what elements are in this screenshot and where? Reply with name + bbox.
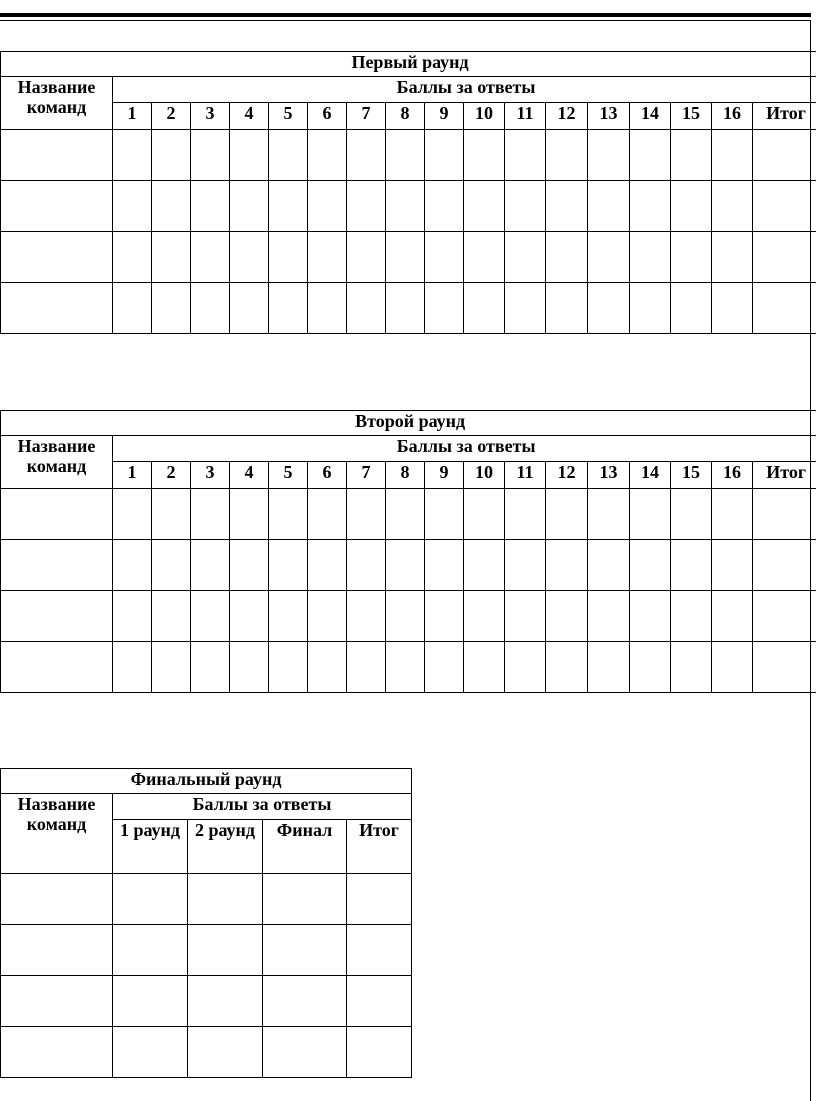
score-cell[interactable]	[269, 591, 308, 642]
col-header: 16	[712, 462, 753, 489]
score-cell[interactable]	[308, 283, 347, 334]
score-cell[interactable]	[308, 642, 347, 693]
score-cell[interactable]	[347, 642, 386, 693]
score-cell[interactable]	[347, 283, 386, 334]
final-round-title: Финальный раунд	[1, 769, 412, 794]
col-header: 11	[505, 103, 546, 130]
score-cell[interactable]	[630, 540, 671, 591]
col-header-round-2: 2 раунд	[188, 820, 263, 874]
col-header: 2	[152, 462, 191, 489]
score-cell[interactable]	[712, 591, 753, 642]
score-cell[interactable]	[546, 232, 588, 283]
score-cell[interactable]	[712, 489, 753, 540]
score-cell[interactable]	[425, 283, 464, 334]
score-cell[interactable]	[230, 642, 269, 693]
score-cell[interactable]	[425, 232, 464, 283]
score-cell[interactable]	[464, 232, 505, 283]
score-cell[interactable]	[230, 283, 269, 334]
col-header-total: Итог	[347, 820, 412, 874]
score-cell[interactable]	[230, 591, 269, 642]
score-cell[interactable]	[113, 232, 152, 283]
score-cell[interactable]	[188, 874, 263, 925]
score-cell[interactable]	[505, 540, 546, 591]
score-cell[interactable]	[308, 591, 347, 642]
score-cell[interactable]	[464, 283, 505, 334]
score-cell[interactable]	[671, 130, 712, 181]
score-cell[interactable]	[263, 976, 347, 1027]
team-cell[interactable]	[1, 874, 113, 925]
round-1-table	[0, 51, 816, 334]
top-rule-thin	[0, 20, 811, 21]
score-cell[interactable]	[671, 181, 712, 232]
score-cell[interactable]	[152, 591, 191, 642]
score-cell[interactable]	[671, 591, 712, 642]
score-cell[interactable]	[464, 181, 505, 232]
score-cell[interactable]	[152, 283, 191, 334]
col-header: 6	[308, 103, 347, 130]
score-cell[interactable]	[191, 591, 230, 642]
col-header: 12	[546, 462, 588, 489]
score-cell[interactable]	[546, 283, 588, 334]
col-header: 7	[347, 103, 386, 130]
score-cell[interactable]	[113, 181, 152, 232]
score-cell[interactable]	[425, 489, 464, 540]
score-cell[interactable]	[712, 283, 753, 334]
score-cell[interactable]	[269, 540, 308, 591]
score-cell[interactable]	[191, 232, 230, 283]
score-cell[interactable]	[588, 181, 630, 232]
score-cell[interactable]	[425, 642, 464, 693]
score-cell[interactable]	[230, 540, 269, 591]
score-cell[interactable]	[152, 130, 191, 181]
col-header: 13	[588, 462, 630, 489]
score-cell[interactable]	[308, 181, 347, 232]
col-header: 3	[191, 462, 230, 489]
score-cell[interactable]	[308, 540, 347, 591]
score-cell[interactable]	[546, 489, 588, 540]
round-2-title: Второй раунд	[1, 411, 816, 436]
col-header: 1	[113, 103, 152, 130]
score-cell[interactable]	[671, 642, 712, 693]
score-cell[interactable]	[188, 925, 263, 976]
score-cell[interactable]	[505, 489, 546, 540]
score-cell[interactable]	[505, 232, 546, 283]
score-cell[interactable]	[588, 642, 630, 693]
score-cell[interactable]	[588, 540, 630, 591]
score-cell[interactable]	[671, 540, 712, 591]
total-cell[interactable]	[347, 1027, 412, 1078]
score-cell[interactable]	[712, 642, 753, 693]
col-header: 5	[269, 103, 308, 130]
table-row	[1, 591, 816, 642]
total-cell[interactable]	[753, 181, 816, 232]
score-cell[interactable]	[269, 130, 308, 181]
score-cell[interactable]	[630, 181, 671, 232]
total-cell[interactable]	[753, 283, 816, 334]
score-cell[interactable]	[386, 642, 425, 693]
score-cell[interactable]	[630, 591, 671, 642]
score-cell[interactable]	[712, 232, 753, 283]
score-cell[interactable]	[588, 130, 630, 181]
score-cell[interactable]	[308, 130, 347, 181]
score-cell[interactable]	[113, 976, 188, 1027]
score-cell[interactable]	[347, 232, 386, 283]
score-cell[interactable]	[230, 232, 269, 283]
col-header: 4	[230, 462, 269, 489]
score-cell[interactable]	[113, 642, 152, 693]
col-header: 2	[152, 103, 191, 130]
table-row	[1, 489, 816, 540]
score-cell[interactable]	[191, 540, 230, 591]
score-cell[interactable]	[347, 591, 386, 642]
score-cell[interactable]	[113, 283, 152, 334]
col-header: 1	[113, 462, 152, 489]
col-header: 4	[230, 103, 269, 130]
score-cell[interactable]	[191, 283, 230, 334]
score-cell[interactable]	[546, 642, 588, 693]
col-header: 9	[425, 103, 464, 130]
points-header: Баллы за ответы	[113, 77, 816, 103]
score-cell[interactable]	[425, 130, 464, 181]
final-round-table	[0, 768, 412, 1078]
total-cell[interactable]	[347, 976, 412, 1027]
col-header: 8	[386, 462, 425, 489]
score-cell[interactable]	[386, 489, 425, 540]
score-cell[interactable]	[464, 489, 505, 540]
score-cell[interactable]	[588, 489, 630, 540]
score-cell[interactable]	[269, 489, 308, 540]
team-cell[interactable]	[1, 489, 113, 540]
round-2-table	[0, 410, 816, 693]
score-cell[interactable]	[546, 540, 588, 591]
table-row	[1, 540, 816, 591]
score-cell[interactable]	[630, 283, 671, 334]
score-cell[interactable]	[630, 489, 671, 540]
score-cell[interactable]	[505, 130, 546, 181]
total-cell[interactable]	[753, 540, 816, 591]
team-name-header: Название команд	[1, 794, 113, 874]
score-cell[interactable]	[464, 642, 505, 693]
score-cell[interactable]	[113, 489, 152, 540]
team-cell[interactable]	[1, 976, 113, 1027]
table-row	[1, 232, 816, 283]
col-header: 13	[588, 103, 630, 130]
score-cell[interactable]	[113, 925, 188, 976]
col-header: 16	[712, 103, 753, 130]
total-cell[interactable]	[753, 642, 816, 693]
col-header: 15	[671, 462, 712, 489]
score-cell[interactable]	[230, 181, 269, 232]
score-cell[interactable]	[347, 489, 386, 540]
score-cell[interactable]	[505, 181, 546, 232]
table-row	[1, 976, 412, 1027]
score-cell[interactable]	[546, 130, 588, 181]
score-cell[interactable]	[425, 591, 464, 642]
points-header: Баллы за ответы	[113, 794, 412, 820]
score-cell[interactable]	[269, 232, 308, 283]
team-cell[interactable]	[1, 283, 113, 334]
col-header: 3	[191, 103, 230, 130]
score-cell[interactable]	[386, 591, 425, 642]
score-cell[interactable]	[263, 874, 347, 925]
table-row	[1, 181, 816, 232]
top-rule-thick	[0, 13, 811, 17]
col-header-total: Итог	[753, 103, 816, 130]
total-cell[interactable]	[753, 489, 816, 540]
score-cell[interactable]	[230, 130, 269, 181]
score-cell[interactable]	[386, 181, 425, 232]
total-cell[interactable]	[753, 591, 816, 642]
team-cell[interactable]	[1, 181, 113, 232]
score-cell[interactable]	[269, 283, 308, 334]
team-cell[interactable]	[1, 232, 113, 283]
score-cell[interactable]	[588, 591, 630, 642]
col-header: 12	[546, 103, 588, 130]
score-cell[interactable]	[191, 489, 230, 540]
score-cell[interactable]	[188, 1027, 263, 1078]
score-cell[interactable]	[712, 540, 753, 591]
col-header-final: Финал	[263, 820, 347, 874]
score-cell[interactable]	[347, 540, 386, 591]
team-cell[interactable]	[1, 540, 113, 591]
score-cell[interactable]	[425, 540, 464, 591]
score-cell[interactable]	[152, 232, 191, 283]
score-cell[interactable]	[630, 232, 671, 283]
score-cell[interactable]	[308, 489, 347, 540]
score-cell[interactable]	[712, 181, 753, 232]
table-row	[1, 1027, 412, 1078]
points-header: Баллы за ответы	[113, 436, 816, 462]
score-cell[interactable]	[386, 283, 425, 334]
col-header: 14	[630, 462, 671, 489]
total-cell[interactable]	[753, 130, 816, 181]
score-cell[interactable]	[347, 130, 386, 181]
score-cell[interactable]	[113, 540, 152, 591]
score-cell[interactable]	[546, 591, 588, 642]
score-cell[interactable]	[191, 130, 230, 181]
col-header: 8	[386, 103, 425, 130]
score-cell[interactable]	[308, 232, 347, 283]
score-cell[interactable]	[113, 130, 152, 181]
score-cell[interactable]	[671, 489, 712, 540]
column-header-row	[1, 462, 816, 489]
score-cell[interactable]	[152, 489, 191, 540]
team-name-header: Название команд	[1, 77, 113, 130]
score-cell[interactable]	[546, 181, 588, 232]
score-cell[interactable]	[269, 642, 308, 693]
score-cell[interactable]	[347, 181, 386, 232]
team-cell[interactable]	[1, 925, 113, 976]
team-cell[interactable]	[1, 642, 113, 693]
col-header: 14	[630, 103, 671, 130]
table-row	[1, 925, 412, 976]
total-cell[interactable]	[347, 874, 412, 925]
col-header: 7	[347, 462, 386, 489]
score-cell[interactable]	[425, 181, 464, 232]
score-cell[interactable]	[191, 642, 230, 693]
score-cell[interactable]	[588, 232, 630, 283]
team-cell[interactable]	[1, 1027, 113, 1078]
total-cell[interactable]	[347, 925, 412, 976]
score-cell[interactable]	[588, 283, 630, 334]
score-cell[interactable]	[464, 130, 505, 181]
col-header: 10	[464, 462, 505, 489]
score-cell[interactable]	[191, 181, 230, 232]
score-cell[interactable]	[505, 591, 546, 642]
col-header: 6	[308, 462, 347, 489]
round-1-title: Первый раунд	[1, 52, 816, 77]
team-cell[interactable]	[1, 130, 113, 181]
score-cell[interactable]	[712, 130, 753, 181]
score-cell[interactable]	[386, 540, 425, 591]
table-row	[1, 130, 816, 181]
score-cell[interactable]	[230, 489, 269, 540]
score-cell[interactable]	[188, 976, 263, 1027]
score-cell[interactable]	[464, 591, 505, 642]
col-header: 10	[464, 103, 505, 130]
score-cell[interactable]	[152, 642, 191, 693]
score-cell[interactable]	[630, 642, 671, 693]
col-header: 11	[505, 462, 546, 489]
column-header-row	[1, 103, 816, 130]
score-cell[interactable]	[113, 591, 152, 642]
score-cell[interactable]	[263, 925, 347, 976]
score-cell[interactable]	[263, 1027, 347, 1078]
score-cell[interactable]	[386, 130, 425, 181]
score-cell[interactable]	[113, 874, 188, 925]
score-cell[interactable]	[269, 181, 308, 232]
col-header: 5	[269, 462, 308, 489]
total-cell[interactable]	[753, 232, 816, 283]
table-row	[1, 874, 412, 925]
col-header: 9	[425, 462, 464, 489]
col-header-round-1: 1 раунд	[113, 820, 188, 874]
score-cell[interactable]	[386, 232, 425, 283]
team-cell[interactable]	[1, 591, 113, 642]
col-header: 15	[671, 103, 712, 130]
score-cell[interactable]	[152, 540, 191, 591]
team-name-header: Название команд	[1, 436, 113, 489]
score-cell[interactable]	[152, 181, 191, 232]
score-cell[interactable]	[113, 1027, 188, 1078]
score-cell[interactable]	[505, 642, 546, 693]
score-cell[interactable]	[671, 232, 712, 283]
table-row	[1, 283, 816, 334]
score-cell[interactable]	[671, 283, 712, 334]
score-cell[interactable]	[464, 540, 505, 591]
table-row	[1, 642, 816, 693]
col-header-total: Итог	[753, 462, 816, 489]
score-cell[interactable]	[505, 283, 546, 334]
score-cell[interactable]	[630, 130, 671, 181]
